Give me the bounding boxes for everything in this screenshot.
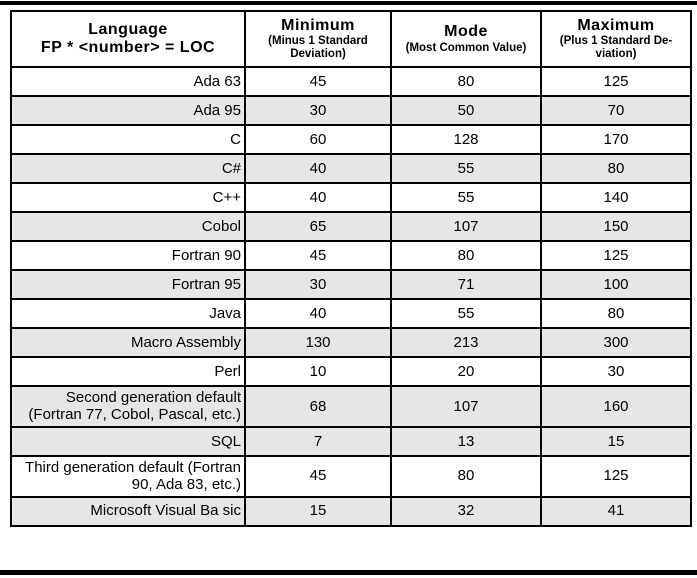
mode-cell: 32 bbox=[391, 497, 541, 526]
language-cell: Perl bbox=[11, 357, 245, 386]
maximum-cell: 160 bbox=[541, 386, 691, 427]
minimum-cell: 45 bbox=[245, 456, 391, 497]
language-cell: C bbox=[11, 125, 245, 154]
maximum-cell: 125 bbox=[541, 456, 691, 497]
maximum-cell: 170 bbox=[541, 125, 691, 154]
table-row bbox=[11, 357, 691, 386]
bottom-rule bbox=[0, 570, 697, 575]
maximum-cell: 30 bbox=[541, 357, 691, 386]
table-row bbox=[11, 154, 691, 183]
minimum-cell: 30 bbox=[245, 96, 391, 125]
minimum-cell: 7 bbox=[245, 427, 391, 456]
minimum-cell: 45 bbox=[245, 241, 391, 270]
table-row bbox=[11, 241, 691, 270]
table-row bbox=[11, 386, 691, 427]
col-header-maximum bbox=[541, 11, 691, 67]
language-cell: C# bbox=[11, 154, 245, 183]
minimum-cell: 40 bbox=[245, 299, 391, 328]
language-cell: Ada 63 bbox=[11, 67, 245, 96]
minimum-cell: 68 bbox=[245, 386, 391, 427]
maximum-cell: 41 bbox=[541, 497, 691, 526]
table-row bbox=[11, 96, 691, 125]
language-cell: Third generation default (Fortran 90, Ada 83, etc.) bbox=[11, 456, 245, 497]
mode-cell: 107 bbox=[391, 212, 541, 241]
mode-cell: 213 bbox=[391, 328, 541, 357]
language-cell: SQL bbox=[11, 427, 245, 456]
col-header-mode-sublabel: (Most Common Value) bbox=[405, 41, 527, 54]
maximum-cell: 150 bbox=[541, 212, 691, 241]
col-header-mode bbox=[391, 11, 541, 67]
language-cell: Fortran 95 bbox=[11, 270, 245, 299]
mode-cell: 55 bbox=[391, 299, 541, 328]
minimum-cell: 65 bbox=[245, 212, 391, 241]
col-header-language-label: Language bbox=[88, 20, 168, 38]
minimum-cell: 40 bbox=[245, 154, 391, 183]
language-cell: Microsoft Visual Ba sic bbox=[11, 497, 245, 526]
language-cell: Ada 95 bbox=[11, 96, 245, 125]
col-header-minimum-label: Minimum bbox=[281, 16, 355, 34]
maximum-cell: 300 bbox=[541, 328, 691, 357]
col-header-maximum-label: Maximum bbox=[577, 16, 655, 34]
minimum-cell: 130 bbox=[245, 328, 391, 357]
table-row bbox=[11, 456, 691, 497]
table-row bbox=[11, 427, 691, 456]
table-row bbox=[11, 270, 691, 299]
mode-cell: 128 bbox=[391, 125, 541, 154]
mode-cell: 55 bbox=[391, 183, 541, 212]
mode-cell: 71 bbox=[391, 270, 541, 299]
col-header-maximum-sublabel: (Plus 1 Standard De-viation) bbox=[559, 34, 673, 61]
minimum-cell: 45 bbox=[245, 67, 391, 96]
mode-cell: 80 bbox=[391, 456, 541, 497]
table-row bbox=[11, 67, 691, 96]
language-cell: Cobol bbox=[11, 212, 245, 241]
maximum-cell: 125 bbox=[541, 241, 691, 270]
maximum-cell: 80 bbox=[541, 154, 691, 183]
language-cell: Second generation default (Fortran 77, Cobol, Pascal, etc.) bbox=[11, 386, 245, 427]
language-cell: Fortran 90 bbox=[11, 241, 245, 270]
mode-cell: 107 bbox=[391, 386, 541, 427]
maximum-cell: 100 bbox=[541, 270, 691, 299]
maximum-cell: 80 bbox=[541, 299, 691, 328]
language-cell: C++ bbox=[11, 183, 245, 212]
table-row bbox=[11, 125, 691, 154]
col-header-language-sublabel: FP * <number> = LOC bbox=[40, 39, 216, 56]
mode-cell: 50 bbox=[391, 96, 541, 125]
header-row bbox=[11, 11, 691, 67]
table-row bbox=[11, 212, 691, 241]
col-header-mode-label: Mode bbox=[444, 23, 488, 41]
col-header-minimum-sublabel: (Minus 1 Standard Deviation) bbox=[268, 34, 368, 61]
mode-cell: 80 bbox=[391, 241, 541, 270]
language-cell: Macro Assembly bbox=[11, 328, 245, 357]
col-header-language bbox=[11, 11, 245, 67]
maximum-cell: 70 bbox=[541, 96, 691, 125]
minimum-cell: 40 bbox=[245, 183, 391, 212]
mode-cell: 13 bbox=[391, 427, 541, 456]
mode-cell: 20 bbox=[391, 357, 541, 386]
table-row bbox=[11, 497, 691, 526]
loc-per-function-point-table bbox=[10, 10, 692, 527]
col-header-minimum bbox=[245, 11, 391, 67]
minimum-cell: 30 bbox=[245, 270, 391, 299]
table-body bbox=[11, 67, 691, 526]
maximum-cell: 140 bbox=[541, 183, 691, 212]
top-rule bbox=[0, 1, 697, 5]
language-cell: Java bbox=[11, 299, 245, 328]
minimum-cell: 15 bbox=[245, 497, 391, 526]
table-row bbox=[11, 299, 691, 328]
table-row bbox=[11, 328, 691, 357]
maximum-cell: 125 bbox=[541, 67, 691, 96]
mode-cell: 55 bbox=[391, 154, 541, 183]
table-row bbox=[11, 183, 691, 212]
minimum-cell: 10 bbox=[245, 357, 391, 386]
minimum-cell: 60 bbox=[245, 125, 391, 154]
mode-cell: 80 bbox=[391, 67, 541, 96]
maximum-cell: 15 bbox=[541, 427, 691, 456]
